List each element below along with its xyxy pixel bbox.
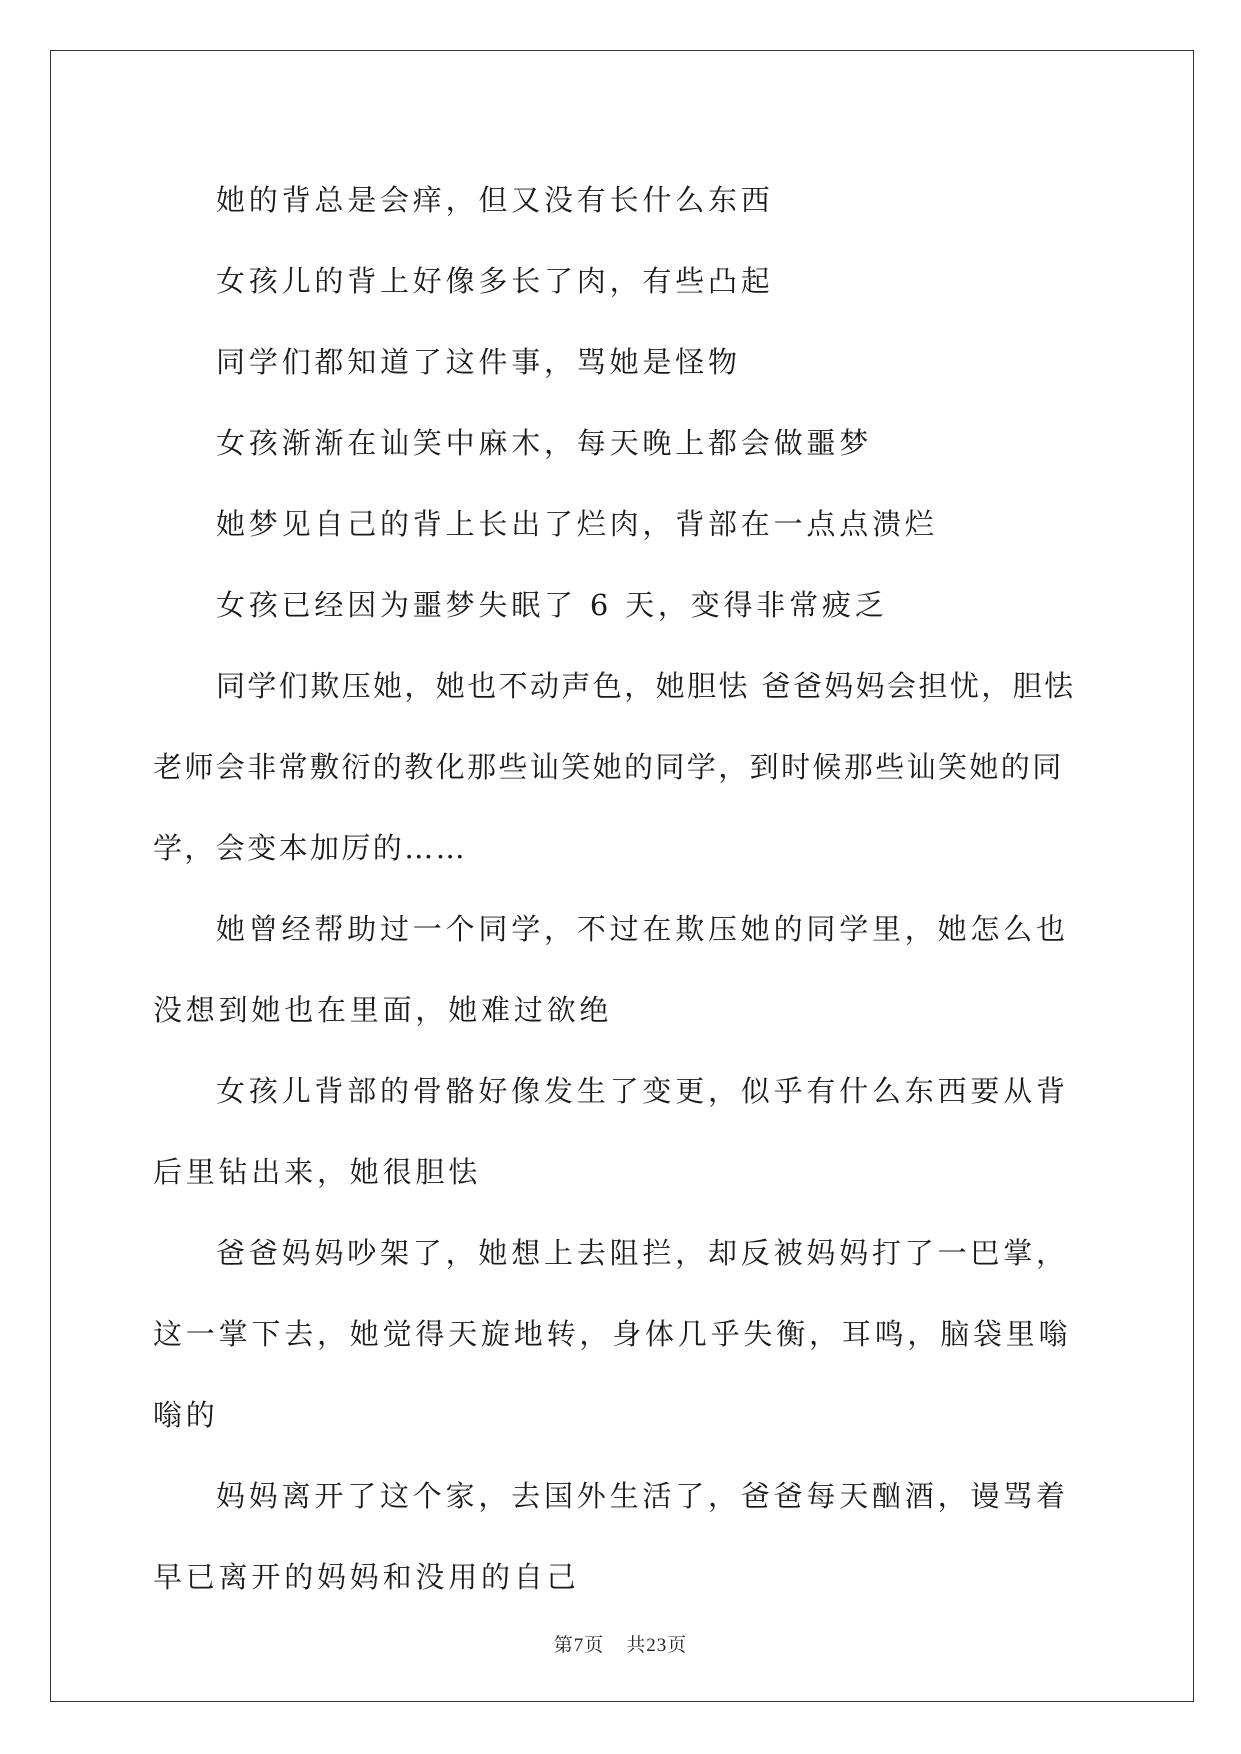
- page-total: 23: [646, 1635, 668, 1656]
- paragraph-8: 她曾经帮助过一个同学，不过在欺压她的同学里，她怎么也没想到她也在里面，她难过欲绝: [153, 912, 1069, 1027]
- page-prefix: 第: [553, 1634, 574, 1656]
- paragraph-5: 她梦见自己的背上长出了烂肉，背部在一点点溃烂: [216, 507, 938, 541]
- paragraph-11: 妈妈离开了这个家，去国外生活了，爸爸每天酗酒，谩骂着早已离开的妈妈和没用的自己: [153, 1479, 1069, 1594]
- paragraph-10: 爸爸妈妈吵架了，她想上去阻拦，却反被妈妈打了一巴掌，这一掌下去，她觉得天旋地转，身体几乎失衡，耳鸣，脑袋里嗡嗡的: [153, 1236, 1072, 1432]
- document-body: [153, 160, 1093, 1618]
- total-unit: 页: [667, 1634, 688, 1656]
- paragraph-1: 她的背总是会痒，但又没有长什么东西: [216, 183, 774, 217]
- paragraph-2: 女孩儿的背上好像多长了肉，有些凸起: [216, 264, 774, 298]
- paragraph-3: 同学们都知道了这件事，骂她是怪物: [216, 345, 741, 379]
- paragraph-7: 同学们欺压她，她也不动声色，她胆怯 爸爸妈妈会担忧，胆怯 老师会非常敷衍的教化那些讪笑她的同学，到时候那些讪笑她的同学，会变本加厉的……: [153, 669, 1076, 865]
- paragraph-6: 女孩已经因为噩梦失眠了 6 天，变得非常疲乏: [216, 588, 888, 622]
- page-footer: [0, 1630, 1241, 1657]
- paragraph-9: 女孩儿背部的骨骼好像发生了变更，似乎有什么东西要从背后里钻出来，她很胆怯: [153, 1074, 1069, 1189]
- total-prefix: 共: [626, 1634, 647, 1656]
- page-unit: 页: [584, 1634, 605, 1656]
- page-current: 7: [573, 1635, 585, 1656]
- paragraph-4: 女孩渐渐在讪笑中麻木，每天晚上都会做噩梦: [216, 426, 873, 460]
